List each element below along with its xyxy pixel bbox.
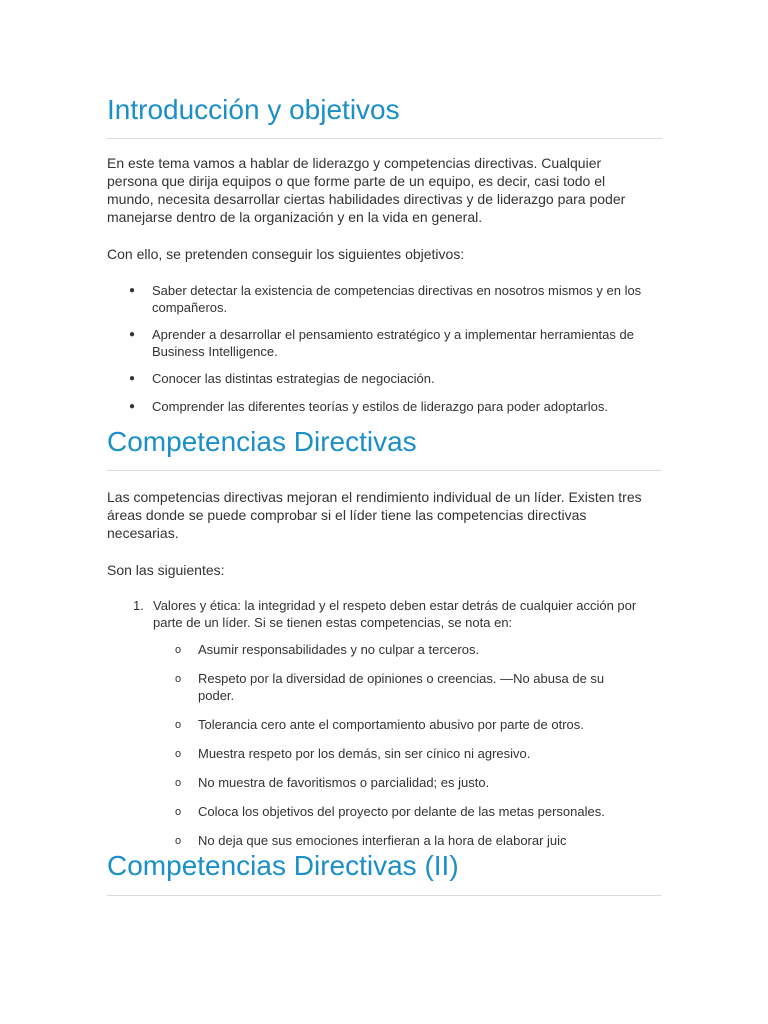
- objective-text: Saber detectar la existencia de competencias directivas en nosotros mismos y en los compañeros.: [152, 283, 642, 315]
- list-item: [107, 282, 662, 316]
- sub-list-item: [153, 745, 618, 762]
- sub-list-item: [153, 716, 618, 733]
- sub-item-text: Asumir responsabilidades y no culpar a terceros.: [198, 642, 480, 657]
- sub-list-item: [153, 641, 618, 658]
- sub-list-item: [153, 832, 618, 849]
- objective-text: Comprender las diferentes teorías y estilos de liderazgo para poder adoptarlos.: [152, 399, 608, 414]
- section-heading-introduccion: Introducción y objetivos: [107, 94, 400, 125]
- circle-bullet-icon: o: [175, 748, 182, 760]
- sub-item-text: No deja que sus emociones interfieran a la hora de elaborar juic: [198, 833, 567, 848]
- section-heading-competencias: Competencias Directivas: [107, 426, 417, 457]
- heading-divider: [107, 470, 662, 471]
- bullet-icon: ●: [129, 401, 136, 412]
- circle-bullet-icon: o: [175, 673, 182, 685]
- intro-paragraph: En este tema vamos a hablar de liderazgo y competencias directivas. Cualquier persona que dirija equipos o que forme parte de un equipo, es decir, casi todo el mundo, necesita desarrollar ciertas habilidades directivas y de liderazgo para poder manejarse dentro de la organización y en la vida en general.: [107, 155, 626, 225]
- circle-bullet-icon: o: [175, 644, 182, 656]
- sub-item-text: Tolerancia cero ante el comportamiento abusivo por parte de otros.: [198, 717, 584, 732]
- sub-item-text: Coloca los objetivos del proyecto por delante de las metas personales.: [198, 804, 605, 819]
- circle-bullet-icon: o: [175, 777, 182, 789]
- ordered-list-item: [107, 597, 662, 849]
- sub-item-text: Muestra respeto por los demás, sin ser cínico ni agresivo.: [198, 746, 531, 761]
- sub-list: [175, 641, 662, 849]
- sub-item-text: No muestra de favoritismos o parcialidad; es justo.: [198, 775, 490, 790]
- ordered-item-text: Valores y ética: la integridad y el respeto deben estar detrás de cualquier acción por parte de un líder. Si se tienen estas competencias, se nota en:: [153, 598, 637, 630]
- sub-list-item: [153, 774, 618, 791]
- list-item: [107, 370, 662, 387]
- ordered-list: [107, 597, 662, 849]
- circle-bullet-icon: o: [175, 806, 182, 818]
- circle-bullet-icon: o: [175, 835, 182, 847]
- competencias-lead-paragraph: Son las siguientes:: [107, 562, 225, 578]
- circle-bullet-icon: o: [175, 719, 182, 731]
- sub-list-item: [153, 803, 618, 820]
- bullet-icon: ●: [129, 329, 136, 340]
- objective-text: Conocer las distintas estrategias de negociación.: [152, 371, 435, 386]
- objective-text: Aprender a desarrollar el pensamiento estratégico y a implementar herramientas de Business Intelligence.: [152, 327, 634, 359]
- bullet-icon: ●: [129, 373, 136, 384]
- sub-list-item: [153, 670, 618, 704]
- list-item: [107, 398, 662, 415]
- objectives-list: [107, 282, 662, 415]
- section-heading-competencias-ii: Competencias Directivas (II): [107, 850, 459, 881]
- bullet-icon: ●: [129, 285, 136, 296]
- sub-item-text: Respeto por la diversidad de opiniones o creencias. —No abusa de su poder.: [198, 671, 605, 703]
- competencias-paragraph: Las competencias directivas mejoran el rendimiento individual de un líder. Existen tres áreas donde se puede comprobar si el líder tiene las competencias directivas necesarias.: [107, 489, 642, 541]
- heading-divider: [107, 895, 662, 896]
- list-number: 1.: [133, 598, 144, 613]
- list-item: [107, 326, 662, 360]
- objectives-lead-paragraph: Con ello, se pretenden conseguir los siguientes objetivos:: [107, 246, 465, 262]
- heading-divider: [107, 138, 662, 139]
